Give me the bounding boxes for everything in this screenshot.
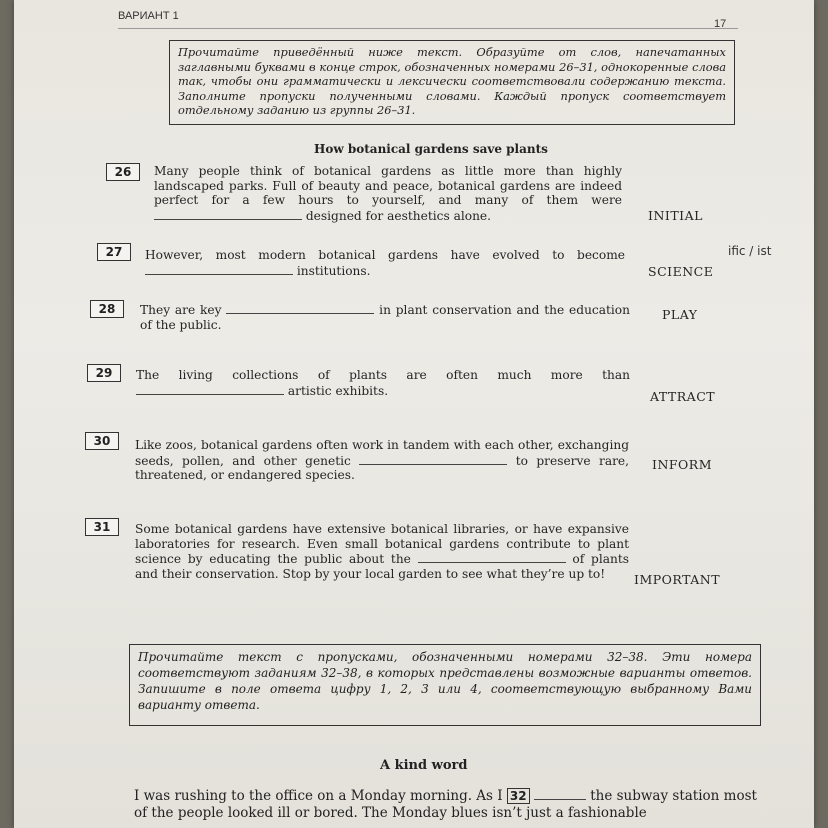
task-26-before: Many people think of botanical gardens as little more than highly landscaped parks. Full of beauty and peace, botanical gardens are indeed perfect for a few hours to yourself, and many of them were [154, 164, 622, 207]
keyword-28: PLAY [662, 307, 698, 322]
task-28-text [140, 302, 630, 332]
task-number-26: 26 [106, 163, 140, 181]
section-title-botanical: How botanical gardens save plants [314, 142, 548, 156]
story-part2: the subway station most of the people looked ill or bored. The Monday blues isn’t just a fashionable [134, 788, 757, 821]
gap-number-32: 32 [507, 788, 530, 804]
keyword-29: ATTRACT [650, 389, 716, 404]
task-29-text [136, 368, 630, 398]
task-number-28: 28 [90, 300, 124, 318]
task-number-31: 31 [85, 518, 119, 536]
task-29-after: artistic exhibits. [287, 383, 389, 398]
instruction-box-32-38: Прочитайте текст с пропусками, обозначенными номерами 32–38. Эти номера соответствуют заданиям 32–38, в которых представлены возможные варианты ответов. Запишите в поле ответа цифру 1, 2, 3 или 4, соответствующую выбранному Вами варианту ответа. [129, 644, 761, 726]
answer-blank-28[interactable] [226, 302, 374, 314]
task-27-after: institutions. [296, 263, 371, 278]
keyword-26: INITIAL [648, 208, 703, 223]
answer-blank-27[interactable] [145, 263, 293, 275]
task-27-text [145, 248, 625, 278]
keyword-27: SCIENCE [648, 264, 714, 279]
task-26-after: designed for aesthetics alone. [305, 208, 492, 223]
task-30-text [135, 438, 629, 483]
story-text [134, 788, 766, 822]
answer-blank-26[interactable] [154, 208, 302, 220]
page-number: 17 [714, 18, 727, 30]
task-28-before: They are key [140, 303, 222, 317]
section-title-kind-word: A kind word [380, 758, 468, 773]
header-divider [118, 28, 738, 29]
answer-blank-31[interactable] [418, 551, 566, 563]
exam-page [14, 0, 814, 828]
task-number-27: 27 [97, 243, 131, 261]
variant-label: ВАРИАНТ 1 [118, 10, 179, 22]
task-30-after: to preserve rare, threatened, or endangered species. [135, 453, 630, 482]
task-28-after: in plant conservation and the education of the public. [140, 303, 630, 332]
task-27-before: However, most modern botanical gardens have evolved to become [145, 248, 625, 262]
task-26-text [154, 164, 622, 223]
keyword-31: IMPORTANT [634, 572, 721, 587]
story-part1: I was rushing to the office on a Monday morning. As I [134, 788, 503, 804]
instruction-box-26-31: Прочитайте приведённый ниже текст. Образуйте от слов, напечатанных заглавными буквами в конце строк, обозначенных номерами 26–31, однокоренные слова так, чтобы они грамматически и лексически соответствовали содержанию текста. Заполните пропуски полученными словами. Каждый пропуск соответствует отдельному заданию из группы 26–31. [169, 40, 735, 125]
keyword-30: INFORM [652, 457, 713, 472]
task-30-before: Like zoos, botanical gardens often work in tandem with each other, exchanging seeds, pollen, and other genetic [135, 438, 629, 468]
gap-blank-32[interactable] [534, 788, 586, 800]
task-31-before: Some botanical gardens have extensive botanical libraries, or have expansive laboratories for research. Even small botanical gardens contribute to plant science by educating the public about the [135, 522, 629, 566]
task-29-before: The living collections of plants are often much more than [136, 368, 630, 382]
answer-blank-30[interactable] [359, 453, 507, 465]
task-31-after: of plants and their conservation. Stop by your local garden to see what they’re up to! [135, 552, 629, 581]
task-number-29: 29 [87, 364, 121, 382]
task-31-text [135, 522, 629, 581]
task-number-30: 30 [85, 432, 119, 450]
answer-blank-29[interactable] [136, 383, 284, 395]
handwritten-note-27: ific / ist [728, 244, 772, 258]
